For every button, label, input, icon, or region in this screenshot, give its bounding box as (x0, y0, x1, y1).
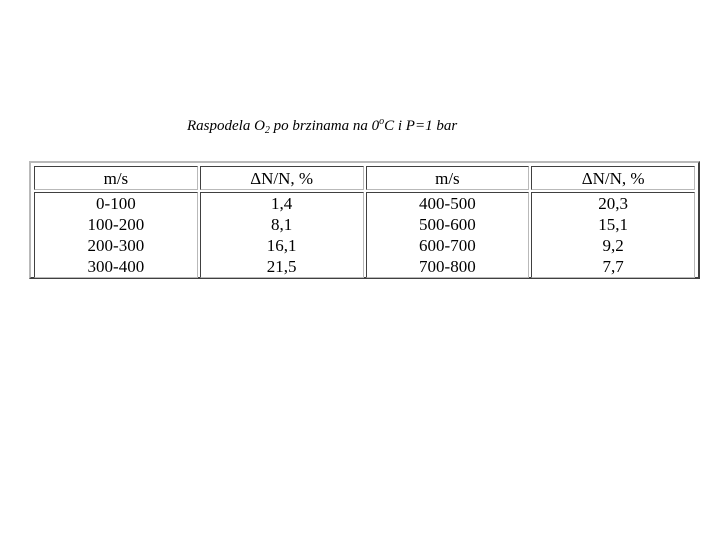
table-cell: 700-800 (419, 257, 476, 276)
table-body-row (34, 192, 695, 278)
header-fraction-1: ΔN/N, % (200, 166, 364, 190)
caption-suffix: C i P=1 bar (384, 118, 458, 134)
table-cell: 20,3 (598, 194, 628, 213)
column-fraction-2 (531, 192, 695, 278)
table-cell: 7,7 (602, 257, 624, 276)
table-cell: 21,5 (266, 257, 297, 276)
table-cell: 400-500 (419, 194, 476, 213)
header-fraction-2: ΔN/N, % (531, 166, 695, 190)
caption-prefix: Raspodela O (187, 118, 265, 134)
table-cell: 15,1 (598, 215, 628, 234)
column-speed-1 (34, 192, 198, 278)
distribution-table-frame (29, 161, 700, 279)
table-cell: 1,4 (271, 194, 293, 213)
table-header-row (34, 166, 695, 190)
caption-subscript: 2 (264, 125, 270, 136)
table-cell: 16,1 (266, 236, 297, 255)
caption-middle: po brzinama na 0 (269, 118, 380, 134)
table-cell: 8,1 (271, 215, 293, 234)
distribution-table (32, 164, 697, 280)
table-cell: 300-400 (87, 257, 145, 276)
table-cell: 600-700 (419, 236, 476, 255)
table-cell: 200-300 (87, 236, 145, 255)
header-speed-1: m/s (34, 166, 198, 190)
table-cell: 100-200 (87, 215, 145, 234)
caption-superscript: o (379, 116, 385, 127)
table-cell: 500-600 (419, 215, 476, 234)
header-speed-2: m/s (366, 166, 530, 190)
table-caption (187, 117, 457, 135)
column-speed-2 (366, 192, 530, 278)
column-fraction-1 (200, 192, 364, 278)
table-cell: 0-100 (96, 194, 136, 213)
table-cell: 9,2 (602, 236, 624, 255)
